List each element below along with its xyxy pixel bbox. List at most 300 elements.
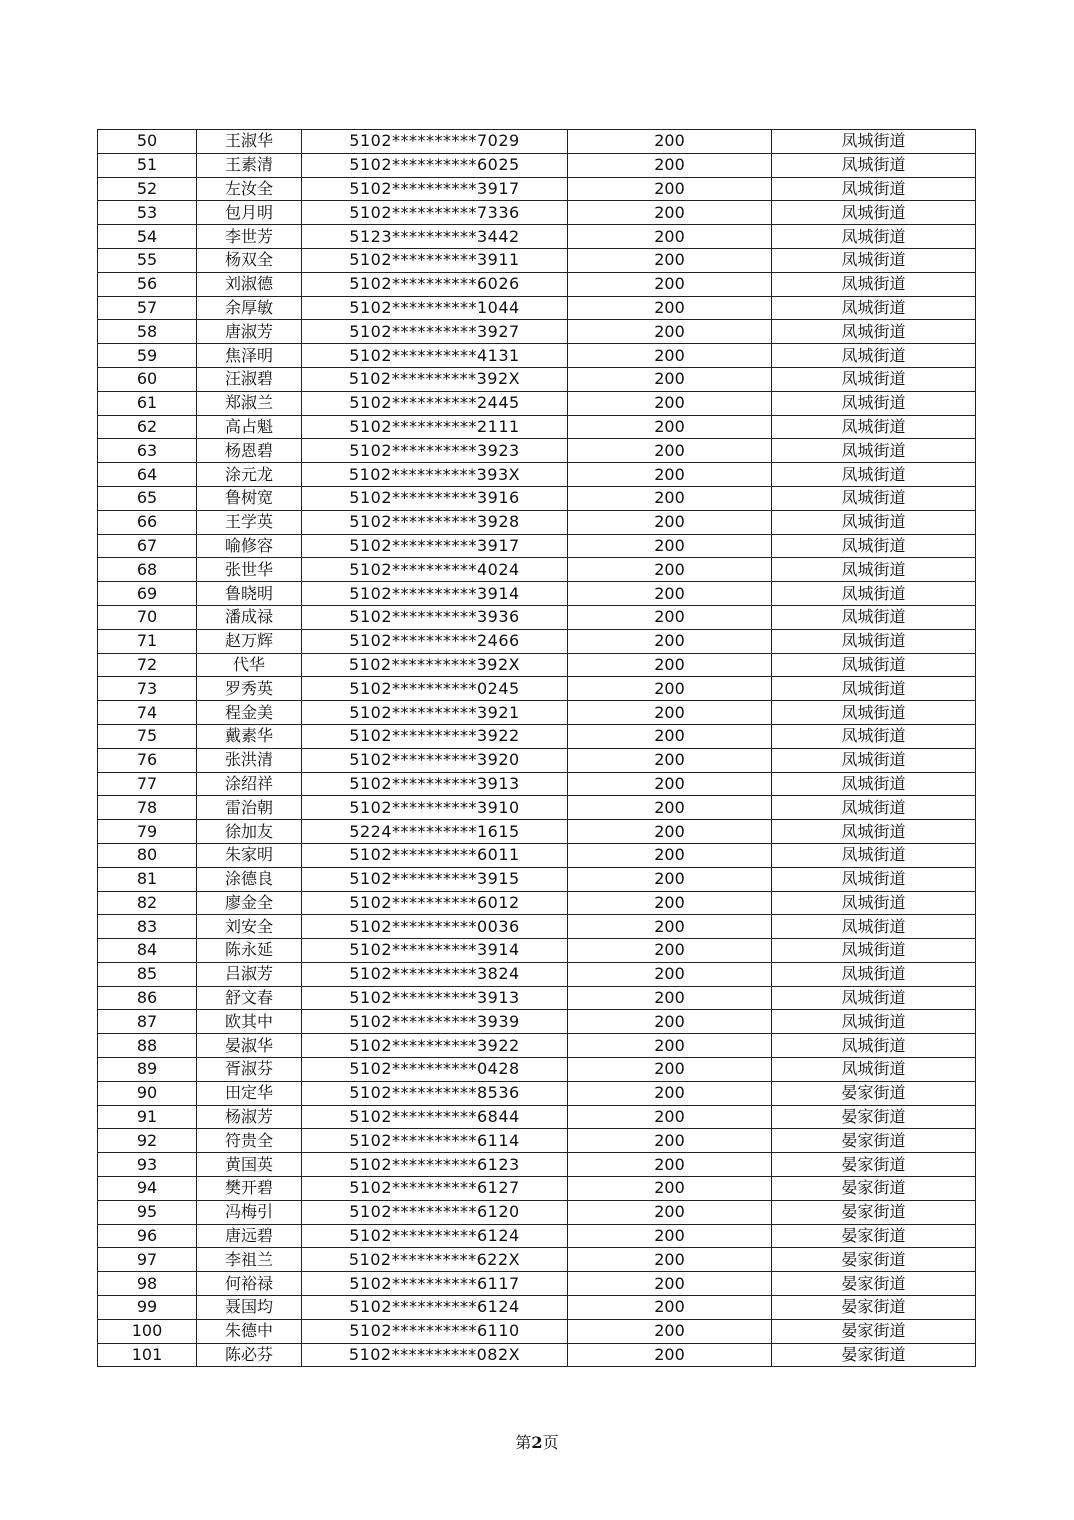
row-number: 73 — [98, 677, 197, 701]
amount-cell: 200 — [568, 1296, 772, 1320]
row-number: 54 — [98, 225, 197, 249]
id-number-cell: 5102**********6120 — [302, 1200, 568, 1224]
table-row — [98, 344, 976, 368]
id-number-cell: 5102**********6026 — [302, 272, 568, 296]
amount-cell: 200 — [568, 391, 772, 415]
row-number: 53 — [98, 201, 197, 225]
name-cell: 王素清 — [197, 153, 302, 177]
row-number: 85 — [98, 962, 197, 986]
street-cell: 凤城街道 — [772, 558, 976, 582]
roster-table — [97, 129, 976, 1367]
amount-cell: 200 — [568, 1010, 772, 1034]
street-cell: 晏家街道 — [772, 1129, 976, 1153]
id-number-cell: 5102**********6114 — [302, 1129, 568, 1153]
id-number-cell: 5102**********2445 — [302, 391, 568, 415]
id-number-cell: 5102**********6123 — [302, 1153, 568, 1177]
amount-cell: 200 — [568, 225, 772, 249]
row-number: 61 — [98, 391, 197, 415]
row-number: 84 — [98, 939, 197, 963]
table-row — [98, 605, 976, 629]
id-number-cell: 5102**********6025 — [302, 153, 568, 177]
amount-cell: 200 — [568, 748, 772, 772]
amount-cell: 200 — [568, 1272, 772, 1296]
amount-cell: 200 — [568, 939, 772, 963]
table-row — [98, 1058, 976, 1082]
table-row — [98, 486, 976, 510]
row-number: 91 — [98, 1105, 197, 1129]
name-cell: 张洪清 — [197, 748, 302, 772]
row-number: 71 — [98, 629, 197, 653]
name-cell: 杨恩碧 — [197, 439, 302, 463]
name-cell: 舒文春 — [197, 986, 302, 1010]
table-row — [98, 296, 976, 320]
row-number: 101 — [98, 1343, 197, 1367]
amount-cell: 200 — [568, 201, 772, 225]
street-cell: 凤城街道 — [772, 248, 976, 272]
table-row — [98, 724, 976, 748]
street-cell: 凤城街道 — [772, 201, 976, 225]
table-row — [98, 201, 976, 225]
name-cell: 焦泽明 — [197, 344, 302, 368]
row-number: 96 — [98, 1224, 197, 1248]
row-number: 63 — [98, 439, 197, 463]
table-row — [98, 1177, 976, 1201]
name-cell: 唐淑芳 — [197, 320, 302, 344]
table-row — [98, 367, 976, 391]
id-number-cell: 5102**********3917 — [302, 177, 568, 201]
table-row — [98, 796, 976, 820]
table-row — [98, 891, 976, 915]
row-number: 65 — [98, 486, 197, 510]
street-cell: 凤城街道 — [772, 772, 976, 796]
amount-cell: 200 — [568, 1343, 772, 1367]
street-cell: 凤城街道 — [772, 843, 976, 867]
street-cell: 凤城街道 — [772, 225, 976, 249]
id-number-cell: 5102**********7336 — [302, 201, 568, 225]
amount-cell: 200 — [568, 1200, 772, 1224]
amount-cell: 200 — [568, 439, 772, 463]
row-number: 94 — [98, 1177, 197, 1201]
id-number-cell: 5102**********6012 — [302, 891, 568, 915]
table-row — [98, 391, 976, 415]
table-row — [98, 1272, 976, 1296]
name-cell: 杨淑芳 — [197, 1105, 302, 1129]
row-number: 88 — [98, 1034, 197, 1058]
street-cell: 凤城街道 — [772, 677, 976, 701]
street-cell: 凤城街道 — [772, 463, 976, 487]
street-cell: 凤城街道 — [772, 367, 976, 391]
id-number-cell: 5102**********6127 — [302, 1177, 568, 1201]
amount-cell: 200 — [568, 986, 772, 1010]
table-row — [98, 701, 976, 725]
row-number: 62 — [98, 415, 197, 439]
row-number: 67 — [98, 534, 197, 558]
row-number: 82 — [98, 891, 197, 915]
name-cell: 代华 — [197, 653, 302, 677]
table-row — [98, 867, 976, 891]
id-number-cell: 5102**********3936 — [302, 605, 568, 629]
name-cell: 欧其中 — [197, 1010, 302, 1034]
amount-cell: 200 — [568, 1034, 772, 1058]
street-cell: 凤城街道 — [772, 820, 976, 844]
row-number: 58 — [98, 320, 197, 344]
amount-cell: 200 — [568, 248, 772, 272]
amount-cell: 200 — [568, 843, 772, 867]
table-row — [98, 772, 976, 796]
table-row — [98, 1224, 976, 1248]
row-number: 78 — [98, 796, 197, 820]
id-number-cell: 5102**********6110 — [302, 1319, 568, 1343]
name-cell: 鲁晓明 — [197, 582, 302, 606]
id-number-cell: 5102**********3939 — [302, 1010, 568, 1034]
name-cell: 汪淑碧 — [197, 367, 302, 391]
id-number-cell: 5102**********4131 — [302, 344, 568, 368]
table-row — [98, 843, 976, 867]
name-cell: 余厚敏 — [197, 296, 302, 320]
table-row — [98, 939, 976, 963]
amount-cell: 200 — [568, 534, 772, 558]
table-row — [98, 534, 976, 558]
name-cell: 张世华 — [197, 558, 302, 582]
roster-body — [98, 130, 976, 1367]
amount-cell: 200 — [568, 344, 772, 368]
name-cell: 高占魁 — [197, 415, 302, 439]
amount-cell: 200 — [568, 367, 772, 391]
row-number: 56 — [98, 272, 197, 296]
id-number-cell: 5102**********392X — [302, 653, 568, 677]
street-cell: 凤城街道 — [772, 1058, 976, 1082]
amount-cell: 200 — [568, 915, 772, 939]
name-cell: 程金美 — [197, 701, 302, 725]
table-row — [98, 820, 976, 844]
id-number-cell: 5102**********3913 — [302, 986, 568, 1010]
street-cell: 晏家街道 — [772, 1272, 976, 1296]
table-row — [98, 130, 976, 154]
table-row — [98, 1153, 976, 1177]
amount-cell: 200 — [568, 1153, 772, 1177]
name-cell: 陈永延 — [197, 939, 302, 963]
row-number: 86 — [98, 986, 197, 1010]
street-cell: 凤城街道 — [772, 653, 976, 677]
name-cell: 刘淑德 — [197, 272, 302, 296]
row-number: 66 — [98, 510, 197, 534]
name-cell: 符贵全 — [197, 1129, 302, 1153]
row-number: 87 — [98, 1010, 197, 1034]
page-footer — [0, 1430, 1074, 1453]
amount-cell: 200 — [568, 153, 772, 177]
street-cell: 凤城街道 — [772, 510, 976, 534]
amount-cell: 200 — [568, 1248, 772, 1272]
name-cell: 李祖兰 — [197, 1248, 302, 1272]
id-number-cell: 5102**********6011 — [302, 843, 568, 867]
id-number-cell: 5102**********3911 — [302, 248, 568, 272]
amount-cell: 200 — [568, 701, 772, 725]
name-cell: 包月明 — [197, 201, 302, 225]
name-cell: 吕淑芳 — [197, 962, 302, 986]
street-cell: 凤城街道 — [772, 629, 976, 653]
row-number: 77 — [98, 772, 197, 796]
amount-cell: 200 — [568, 1129, 772, 1153]
id-number-cell: 5102**********6844 — [302, 1105, 568, 1129]
id-number-cell: 5102**********3928 — [302, 510, 568, 534]
street-cell: 凤城街道 — [772, 724, 976, 748]
amount-cell: 200 — [568, 653, 772, 677]
name-cell: 黄国英 — [197, 1153, 302, 1177]
amount-cell: 200 — [568, 510, 772, 534]
name-cell: 田定华 — [197, 1081, 302, 1105]
name-cell: 王淑华 — [197, 130, 302, 154]
street-cell: 晏家街道 — [772, 1105, 976, 1129]
street-cell: 凤城街道 — [772, 177, 976, 201]
row-number: 92 — [98, 1129, 197, 1153]
amount-cell: 200 — [568, 1081, 772, 1105]
id-number-cell: 5102**********1044 — [302, 296, 568, 320]
street-cell: 凤城街道 — [772, 748, 976, 772]
table-row — [98, 962, 976, 986]
row-number: 68 — [98, 558, 197, 582]
name-cell: 潘成禄 — [197, 605, 302, 629]
row-number: 97 — [98, 1248, 197, 1272]
amount-cell: 200 — [568, 177, 772, 201]
amount-cell: 200 — [568, 1224, 772, 1248]
name-cell: 雷治朝 — [197, 796, 302, 820]
table-row — [98, 225, 976, 249]
id-number-cell: 5123**********3442 — [302, 225, 568, 249]
amount-cell: 200 — [568, 582, 772, 606]
row-number: 95 — [98, 1200, 197, 1224]
id-number-cell: 5102**********0245 — [302, 677, 568, 701]
id-number-cell: 5102**********3920 — [302, 748, 568, 772]
amount-cell: 200 — [568, 820, 772, 844]
table-row — [98, 177, 976, 201]
name-cell: 李世芳 — [197, 225, 302, 249]
id-number-cell: 5102**********3914 — [302, 582, 568, 606]
street-cell: 凤城街道 — [772, 272, 976, 296]
id-number-cell: 5102**********4024 — [302, 558, 568, 582]
id-number-cell: 5102**********3921 — [302, 701, 568, 725]
street-cell: 晏家街道 — [772, 1343, 976, 1367]
name-cell: 王学英 — [197, 510, 302, 534]
row-number: 59 — [98, 344, 197, 368]
table-row — [98, 1129, 976, 1153]
table-row — [98, 153, 976, 177]
row-number: 60 — [98, 367, 197, 391]
name-cell: 何裕禄 — [197, 1272, 302, 1296]
row-number: 80 — [98, 843, 197, 867]
table-row — [98, 558, 976, 582]
id-number-cell: 5102**********3913 — [302, 772, 568, 796]
name-cell: 涂德良 — [197, 867, 302, 891]
id-number-cell: 5102**********3922 — [302, 1034, 568, 1058]
street-cell: 晏家街道 — [772, 1319, 976, 1343]
street-cell: 凤城街道 — [772, 153, 976, 177]
row-number: 99 — [98, 1296, 197, 1320]
id-number-cell: 5102**********0036 — [302, 915, 568, 939]
id-number-cell: 5102**********3922 — [302, 724, 568, 748]
amount-cell: 200 — [568, 1058, 772, 1082]
row-number: 81 — [98, 867, 197, 891]
id-number-cell: 5102**********3917 — [302, 534, 568, 558]
id-number-cell: 5224**********1615 — [302, 820, 568, 844]
row-number: 90 — [98, 1081, 197, 1105]
id-number-cell: 5102**********0428 — [302, 1058, 568, 1082]
street-cell: 凤城街道 — [772, 701, 976, 725]
street-cell: 凤城街道 — [772, 986, 976, 1010]
name-cell: 唐远碧 — [197, 1224, 302, 1248]
table-row — [98, 653, 976, 677]
street-cell: 凤城街道 — [772, 939, 976, 963]
id-number-cell: 5102**********7029 — [302, 130, 568, 154]
street-cell: 凤城街道 — [772, 130, 976, 154]
table-row — [98, 248, 976, 272]
street-cell: 凤城街道 — [772, 344, 976, 368]
street-cell: 凤城街道 — [772, 962, 976, 986]
amount-cell: 200 — [568, 772, 772, 796]
id-number-cell: 5102**********3916 — [302, 486, 568, 510]
street-cell: 凤城街道 — [772, 891, 976, 915]
row-number: 57 — [98, 296, 197, 320]
street-cell: 晏家街道 — [772, 1200, 976, 1224]
table-row — [98, 1343, 976, 1367]
table-row — [98, 1319, 976, 1343]
row-number: 70 — [98, 605, 197, 629]
row-number: 79 — [98, 820, 197, 844]
amount-cell: 200 — [568, 463, 772, 487]
street-cell: 晏家街道 — [772, 1224, 976, 1248]
name-cell: 鲁树宽 — [197, 486, 302, 510]
row-number: 72 — [98, 653, 197, 677]
table-row — [98, 582, 976, 606]
street-cell: 晏家街道 — [772, 1153, 976, 1177]
amount-cell: 200 — [568, 724, 772, 748]
id-number-cell: 5102**********3927 — [302, 320, 568, 344]
street-cell: 晏家街道 — [772, 1296, 976, 1320]
row-number: 50 — [98, 130, 197, 154]
id-number-cell: 5102**********3915 — [302, 867, 568, 891]
name-cell: 郑淑兰 — [197, 391, 302, 415]
street-cell: 凤城街道 — [772, 915, 976, 939]
street-cell: 凤城街道 — [772, 796, 976, 820]
name-cell: 徐加友 — [197, 820, 302, 844]
amount-cell: 200 — [568, 605, 772, 629]
id-number-cell: 5102**********3914 — [302, 939, 568, 963]
amount-cell: 200 — [568, 796, 772, 820]
name-cell: 杨双全 — [197, 248, 302, 272]
name-cell: 朱家明 — [197, 843, 302, 867]
amount-cell: 200 — [568, 962, 772, 986]
table-row — [98, 915, 976, 939]
street-cell: 凤城街道 — [772, 534, 976, 558]
table-row — [98, 986, 976, 1010]
table-row — [98, 510, 976, 534]
id-number-cell: 5102**********3923 — [302, 439, 568, 463]
row-number: 51 — [98, 153, 197, 177]
page-prefix: 第 — [515, 1433, 532, 1452]
page-suffix: 页 — [542, 1433, 559, 1452]
street-cell: 凤城街道 — [772, 486, 976, 510]
name-cell: 赵万辉 — [197, 629, 302, 653]
table-row — [98, 1105, 976, 1129]
street-cell: 凤城街道 — [772, 391, 976, 415]
street-cell: 凤城街道 — [772, 582, 976, 606]
name-cell: 聂国均 — [197, 1296, 302, 1320]
row-number: 76 — [98, 748, 197, 772]
name-cell: 廖金全 — [197, 891, 302, 915]
name-cell: 戴素华 — [197, 724, 302, 748]
amount-cell: 200 — [568, 677, 772, 701]
row-number: 55 — [98, 248, 197, 272]
row-number: 100 — [98, 1319, 197, 1343]
table-row — [98, 320, 976, 344]
amount-cell: 200 — [568, 1177, 772, 1201]
row-number: 89 — [98, 1058, 197, 1082]
row-number: 93 — [98, 1153, 197, 1177]
id-number-cell: 5102**********082X — [302, 1343, 568, 1367]
amount-cell: 200 — [568, 558, 772, 582]
row-number: 83 — [98, 915, 197, 939]
row-number: 69 — [98, 582, 197, 606]
street-cell: 凤城街道 — [772, 415, 976, 439]
name-cell: 陈必芬 — [197, 1343, 302, 1367]
amount-cell: 200 — [568, 629, 772, 653]
table-row — [98, 1200, 976, 1224]
name-cell: 晏淑华 — [197, 1034, 302, 1058]
name-cell: 朱德中 — [197, 1319, 302, 1343]
street-cell: 凤城街道 — [772, 1010, 976, 1034]
name-cell: 涂元龙 — [197, 463, 302, 487]
amount-cell: 200 — [568, 1105, 772, 1129]
table-row — [98, 272, 976, 296]
id-number-cell: 5102**********2111 — [302, 415, 568, 439]
id-number-cell: 5102**********392X — [302, 367, 568, 391]
street-cell: 凤城街道 — [772, 296, 976, 320]
table-row — [98, 439, 976, 463]
table-row — [98, 748, 976, 772]
id-number-cell: 5102**********3910 — [302, 796, 568, 820]
amount-cell: 200 — [568, 1319, 772, 1343]
amount-cell: 200 — [568, 272, 772, 296]
table-row — [98, 415, 976, 439]
street-cell: 晏家街道 — [772, 1177, 976, 1201]
name-cell: 樊开碧 — [197, 1177, 302, 1201]
id-number-cell: 5102**********393X — [302, 463, 568, 487]
amount-cell: 200 — [568, 891, 772, 915]
street-cell: 凤城街道 — [772, 320, 976, 344]
amount-cell: 200 — [568, 130, 772, 154]
table-row — [98, 1010, 976, 1034]
id-number-cell: 5102**********8536 — [302, 1081, 568, 1105]
table-row — [98, 629, 976, 653]
name-cell: 罗秀英 — [197, 677, 302, 701]
street-cell: 凤城街道 — [772, 1034, 976, 1058]
page-number: 2 — [531, 1433, 543, 1452]
amount-cell: 200 — [568, 320, 772, 344]
amount-cell: 200 — [568, 415, 772, 439]
id-number-cell: 5102**********3824 — [302, 962, 568, 986]
name-cell: 喻修容 — [197, 534, 302, 558]
amount-cell: 200 — [568, 867, 772, 891]
amount-cell: 200 — [568, 486, 772, 510]
name-cell: 涂绍祥 — [197, 772, 302, 796]
id-number-cell: 5102**********6124 — [302, 1224, 568, 1248]
row-number: 75 — [98, 724, 197, 748]
table-row — [98, 1248, 976, 1272]
name-cell: 胥淑芬 — [197, 1058, 302, 1082]
id-number-cell: 5102**********2466 — [302, 629, 568, 653]
row-number: 52 — [98, 177, 197, 201]
table-row — [98, 1081, 976, 1105]
name-cell: 冯梅引 — [197, 1200, 302, 1224]
